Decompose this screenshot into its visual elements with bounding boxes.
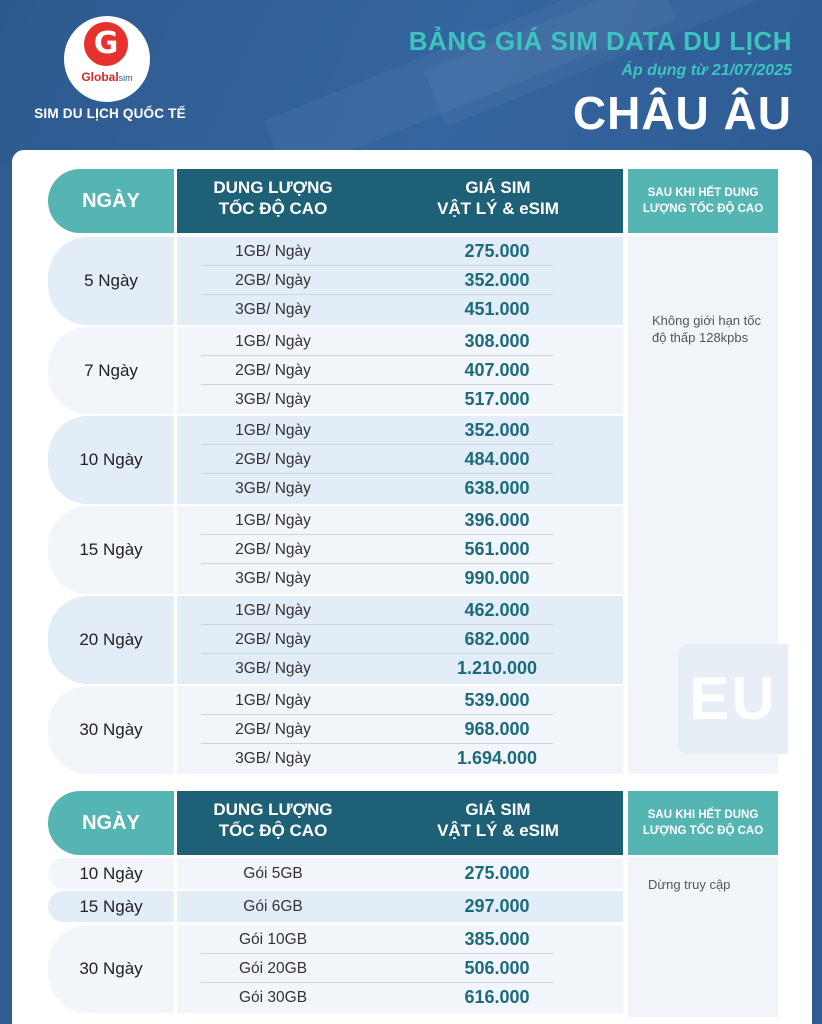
group-block	[177, 686, 623, 774]
capacity-cell: 2GB/ Ngày	[235, 631, 311, 648]
group-block	[177, 858, 623, 889]
table-row	[177, 686, 623, 715]
table-row	[177, 983, 623, 1012]
price-cell: 638.000	[464, 478, 530, 498]
price-cell: 968.000	[464, 719, 530, 739]
capacity-cell: 3GB/ Ngày	[235, 660, 311, 677]
table2-head-day: NGÀY	[48, 791, 174, 855]
capacity-cell: 3GB/ Ngày	[235, 750, 311, 767]
price-cell: 352.000	[464, 420, 530, 440]
tagline: SIM DU LỊCH QUỐC TẾ	[34, 106, 186, 121]
table-row	[177, 625, 623, 654]
table2-head-price	[387, 799, 609, 841]
head-price-line1: GIÁ SIM	[465, 800, 531, 819]
head-price-line1: GIÁ SIM	[465, 178, 531, 197]
table-row	[177, 506, 623, 535]
price-cell: 990.000	[464, 568, 530, 588]
day-cell: 10 Ngày	[48, 416, 174, 504]
price-cell: 539.000	[464, 690, 530, 710]
table2-head-capacity	[177, 799, 369, 841]
table-row	[177, 474, 623, 503]
capacity-cell: 1GB/ Ngày	[235, 243, 311, 260]
group-block	[177, 596, 623, 684]
day-cell: 15 Ngày	[48, 891, 174, 922]
day-cell: 30 Ngày	[48, 925, 174, 1013]
capacity-cell: Gói 6GB	[243, 898, 303, 915]
capacity-cell: 2GB/ Ngày	[235, 721, 311, 738]
price-cell: 308.000	[464, 331, 530, 351]
table2-head-mid	[177, 791, 623, 855]
table2-head-after: SAU KHI HẾT DUNG LƯỢNG TỐC ĐỘ CAO	[628, 791, 778, 855]
region-title: CHÂU ÂU	[572, 87, 792, 139]
capacity-cell: 2GB/ Ngày	[235, 272, 311, 289]
table-row	[177, 859, 623, 888]
capacity-cell: 1GB/ Ngày	[235, 602, 311, 619]
capacity-cell: 1GB/ Ngày	[235, 692, 311, 709]
table1-head-after: SAU KHI HẾT DUNG LƯỢNG TỐC ĐỘ CAO	[628, 169, 778, 233]
price-cell: 561.000	[464, 539, 530, 559]
capacity-cell: 3GB/ Ngày	[235, 480, 311, 497]
day-cell: 10 Ngày	[48, 858, 174, 889]
price-cell: 1.210.000	[456, 658, 538, 678]
table-row	[177, 445, 623, 474]
price-cell: 297.000	[464, 896, 530, 916]
price-cell: 451.000	[464, 299, 530, 319]
table1-head-price	[387, 177, 609, 219]
table-row	[177, 356, 623, 385]
day-cell: 30 Ngày	[48, 686, 174, 774]
eu-badge: EU	[678, 644, 788, 754]
table-row	[177, 892, 623, 921]
group-block	[177, 925, 623, 1013]
head-price-line2: VẬT LÝ & eSIM	[437, 199, 559, 218]
capacity-cell: Gói 30GB	[238, 989, 308, 1006]
price-cell: 352.000	[464, 270, 530, 290]
table1-head-capacity	[177, 177, 369, 219]
capacity-cell: 2GB/ Ngày	[235, 362, 311, 379]
table1-after-note: Không giới hạn tốc độ thấp 128kpbs	[652, 313, 761, 345]
price-cell: 275.000	[464, 863, 530, 883]
table-row	[177, 327, 623, 356]
group-block	[177, 891, 623, 922]
day-cell: 15 Ngày	[48, 506, 174, 594]
price-cell: 616.000	[464, 987, 530, 1007]
group-block	[177, 327, 623, 414]
logo-g-icon: G	[84, 22, 128, 66]
table1-head-mid	[177, 169, 623, 233]
head-cap-line2: TỐC ĐỘ CAO	[218, 821, 328, 840]
price-cell: 407.000	[464, 360, 530, 380]
table1-head-day: NGÀY	[48, 169, 174, 233]
logo-brand-main: Global	[81, 70, 119, 84]
capacity-cell: 1GB/ Ngày	[235, 333, 311, 350]
table-row	[177, 535, 623, 564]
table-row	[177, 954, 623, 983]
head-cap-line1: DUNG LƯỢNG	[213, 178, 333, 197]
capacity-cell: 1GB/ Ngày	[235, 512, 311, 529]
capacity-cell: 2GB/ Ngày	[235, 451, 311, 468]
day-cell: 7 Ngày	[48, 327, 174, 414]
table-row	[177, 385, 623, 414]
group-block	[177, 416, 623, 504]
table-row	[177, 295, 623, 324]
table-row	[177, 416, 623, 445]
capacity-cell: 3GB/ Ngày	[235, 570, 311, 587]
group-block	[177, 506, 623, 594]
head-cap-line2: TỐC ĐỘ CAO	[218, 199, 328, 218]
price-cell: 462.000	[464, 600, 530, 620]
head-cap-line1: DUNG LƯỢNG	[213, 800, 333, 819]
table-row	[177, 744, 623, 773]
price-cell: 396.000	[464, 510, 530, 530]
page-title: BẢNG GIÁ SIM DATA DU LỊCH	[408, 26, 792, 56]
table-row	[177, 564, 623, 593]
table2-after-note: Dừng truy cập	[648, 877, 731, 892]
price-cell: 1.694.000	[456, 748, 538, 768]
table-row	[177, 596, 623, 625]
table-row	[177, 266, 623, 295]
price-cell: 385.000	[464, 929, 530, 949]
capacity-cell: Gói 5GB	[243, 865, 303, 882]
capacity-cell: 1GB/ Ngày	[235, 422, 311, 439]
day-cell: 20 Ngày	[48, 596, 174, 684]
table-row	[177, 654, 623, 683]
logo-wordmark	[68, 70, 146, 84]
price-cell: 506.000	[464, 958, 530, 978]
effective-date: Áp dụng từ 21/07/2025	[621, 62, 792, 79]
price-cell: 682.000	[464, 629, 530, 649]
capacity-cell: Gói 20GB	[238, 960, 308, 977]
price-cell: 275.000	[464, 241, 530, 261]
table-row	[177, 237, 623, 266]
day-cell: 5 Ngày	[48, 237, 174, 325]
capacity-cell: 3GB/ Ngày	[235, 301, 311, 318]
price-cell: 484.000	[464, 449, 530, 469]
table-row	[177, 925, 623, 954]
group-block	[177, 237, 623, 325]
capacity-cell: 3GB/ Ngày	[235, 391, 311, 408]
logo-brand-suffix: sim	[118, 73, 133, 83]
table-row	[177, 715, 623, 744]
capacity-cell: 2GB/ Ngày	[235, 541, 311, 558]
head-price-line2: VẬT LÝ & eSIM	[437, 821, 559, 840]
price-cell: 517.000	[464, 389, 530, 409]
capacity-cell: Gói 10GB	[238, 931, 308, 948]
